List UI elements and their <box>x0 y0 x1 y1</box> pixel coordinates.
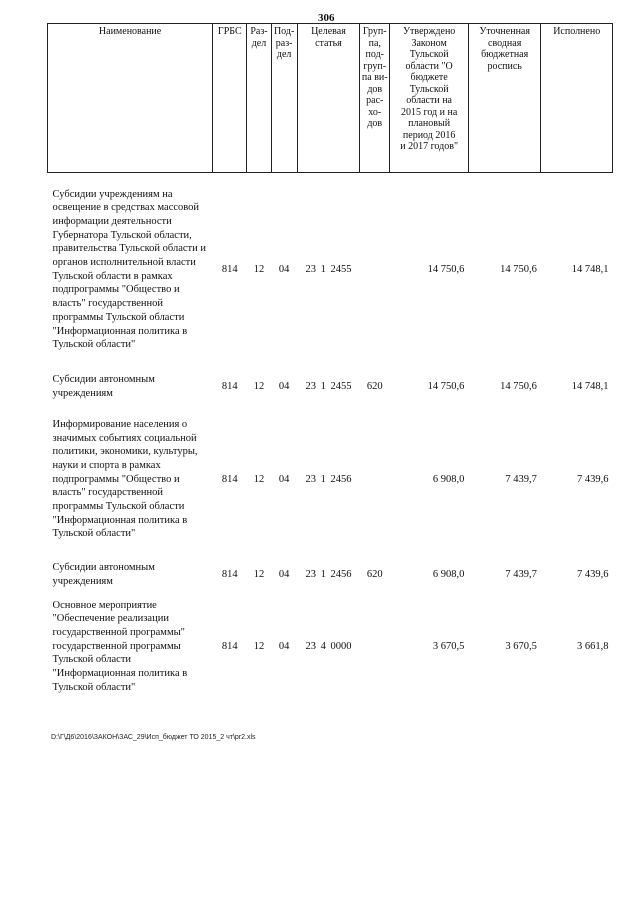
header-approved: Утверждено Законом Тульской области "О бюджете Тульской области на 2015 год и на плановый период 2016 и 2017 годов" <box>390 24 469 173</box>
row-target: 23 1 2455 <box>305 263 352 275</box>
row-approved: 3 670,5 <box>432 640 465 652</box>
header-expense-group: Груп- па, под- груп- па ви- дов рас- хо- дов <box>360 24 390 173</box>
row-podrazdel: 04 <box>278 380 290 392</box>
row-executed: 3 661,8 <box>577 640 609 652</box>
header-target-article: Целевая статья <box>297 24 359 173</box>
row-group <box>360 597 390 697</box>
row-grbs: 814 <box>221 568 238 580</box>
row-executed: 7 439,6 <box>577 473 609 485</box>
header-grbs: ГРБС <box>213 24 247 173</box>
row-executed: 14 748,1 <box>571 263 609 275</box>
row-grbs: 814 <box>221 380 238 392</box>
header-executed: Исполнено <box>541 24 613 173</box>
row-podrazdel: 04 <box>278 640 290 652</box>
row-grbs: 814 <box>221 473 238 485</box>
row-target: 23 1 2456 <box>305 473 352 485</box>
table-row <box>48 553 613 597</box>
row-razdel: 12 <box>253 473 265 485</box>
row-razdel: 12 <box>253 380 265 392</box>
row-executed: 14 748,1 <box>571 380 609 392</box>
row-group: 620 <box>366 380 383 392</box>
row-razdel: 12 <box>253 263 265 275</box>
table-row <box>48 173 613 367</box>
table-row <box>48 407 613 553</box>
row-podrazdel: 04 <box>278 568 290 580</box>
row-group <box>360 407 390 553</box>
header-razdel: Раз- дел <box>247 24 271 173</box>
row-target: 23 1 2455 <box>305 380 352 392</box>
row-grbs: 814 <box>221 263 238 275</box>
file-path-footer: D:\Г\Д6\2016\ЗАКОН\ЗАС_29\Исп_бюджет ТО 2015_2 чт\pr2.xls <box>51 734 256 741</box>
row-group: 620 <box>366 568 383 580</box>
budget-table <box>47 23 613 697</box>
row-name: Основное мероприятие "Обеспечение реализации государственной программы" государственной программы Тульской области "Информационная политика в Тульской области" <box>52 599 188 693</box>
row-podrazdel: 04 <box>278 263 290 275</box>
row-name: Субсидии автономным учреждениям <box>52 561 155 587</box>
header-refined: Уточненная сводная бюджетная роспись <box>468 24 541 173</box>
row-refined: 14 750,6 <box>500 263 537 275</box>
row-razdel: 12 <box>253 640 265 652</box>
table-row <box>48 597 613 697</box>
row-refined: 14 750,6 <box>500 380 537 392</box>
row-name: Субсидии учреждениям на освещение в средствах массовой информации деятельности Губернатора Тульской области, правительства Тульской области и органов исполнительной власти Тульской области в рамках подпрограммы "Общество и власть" государственной программы Тульской области "Информационная политика в Тульской области" <box>52 188 207 351</box>
row-razdel: 12 <box>253 568 265 580</box>
table-row <box>48 367 613 407</box>
row-name: Субсидии автономным учреждениям <box>52 373 155 399</box>
row-grbs: 814 <box>221 640 238 652</box>
row-group <box>360 173 390 367</box>
row-refined: 3 670,5 <box>505 640 537 652</box>
row-target: 23 4 0000 <box>305 640 352 652</box>
row-podrazdel: 04 <box>278 473 290 485</box>
row-approved: 14 750,6 <box>427 263 465 275</box>
row-approved: 6 908,0 <box>432 473 465 485</box>
table-header-row <box>48 24 613 173</box>
header-name: Наименование <box>48 24 213 173</box>
row-approved: 6 908,0 <box>432 568 465 580</box>
row-executed: 7 439,6 <box>577 568 609 580</box>
row-name: Информирование населения о значимых событиях социальной политики, экономики, культуры, науки и спорта в рамках подпрограммы "Общество и власть" государственной программы Тульской области "Информационная политика в Тульской области" <box>52 418 198 540</box>
row-refined: 7 439,7 <box>505 568 537 580</box>
budget-table-sheet <box>47 23 613 697</box>
header-podrazdel: Под- раз- дел <box>271 24 297 173</box>
page-number: 306 <box>318 12 335 24</box>
row-refined: 7 439,7 <box>505 473 537 485</box>
row-target: 23 1 2456 <box>305 568 352 580</box>
row-approved: 14 750,6 <box>427 380 465 392</box>
